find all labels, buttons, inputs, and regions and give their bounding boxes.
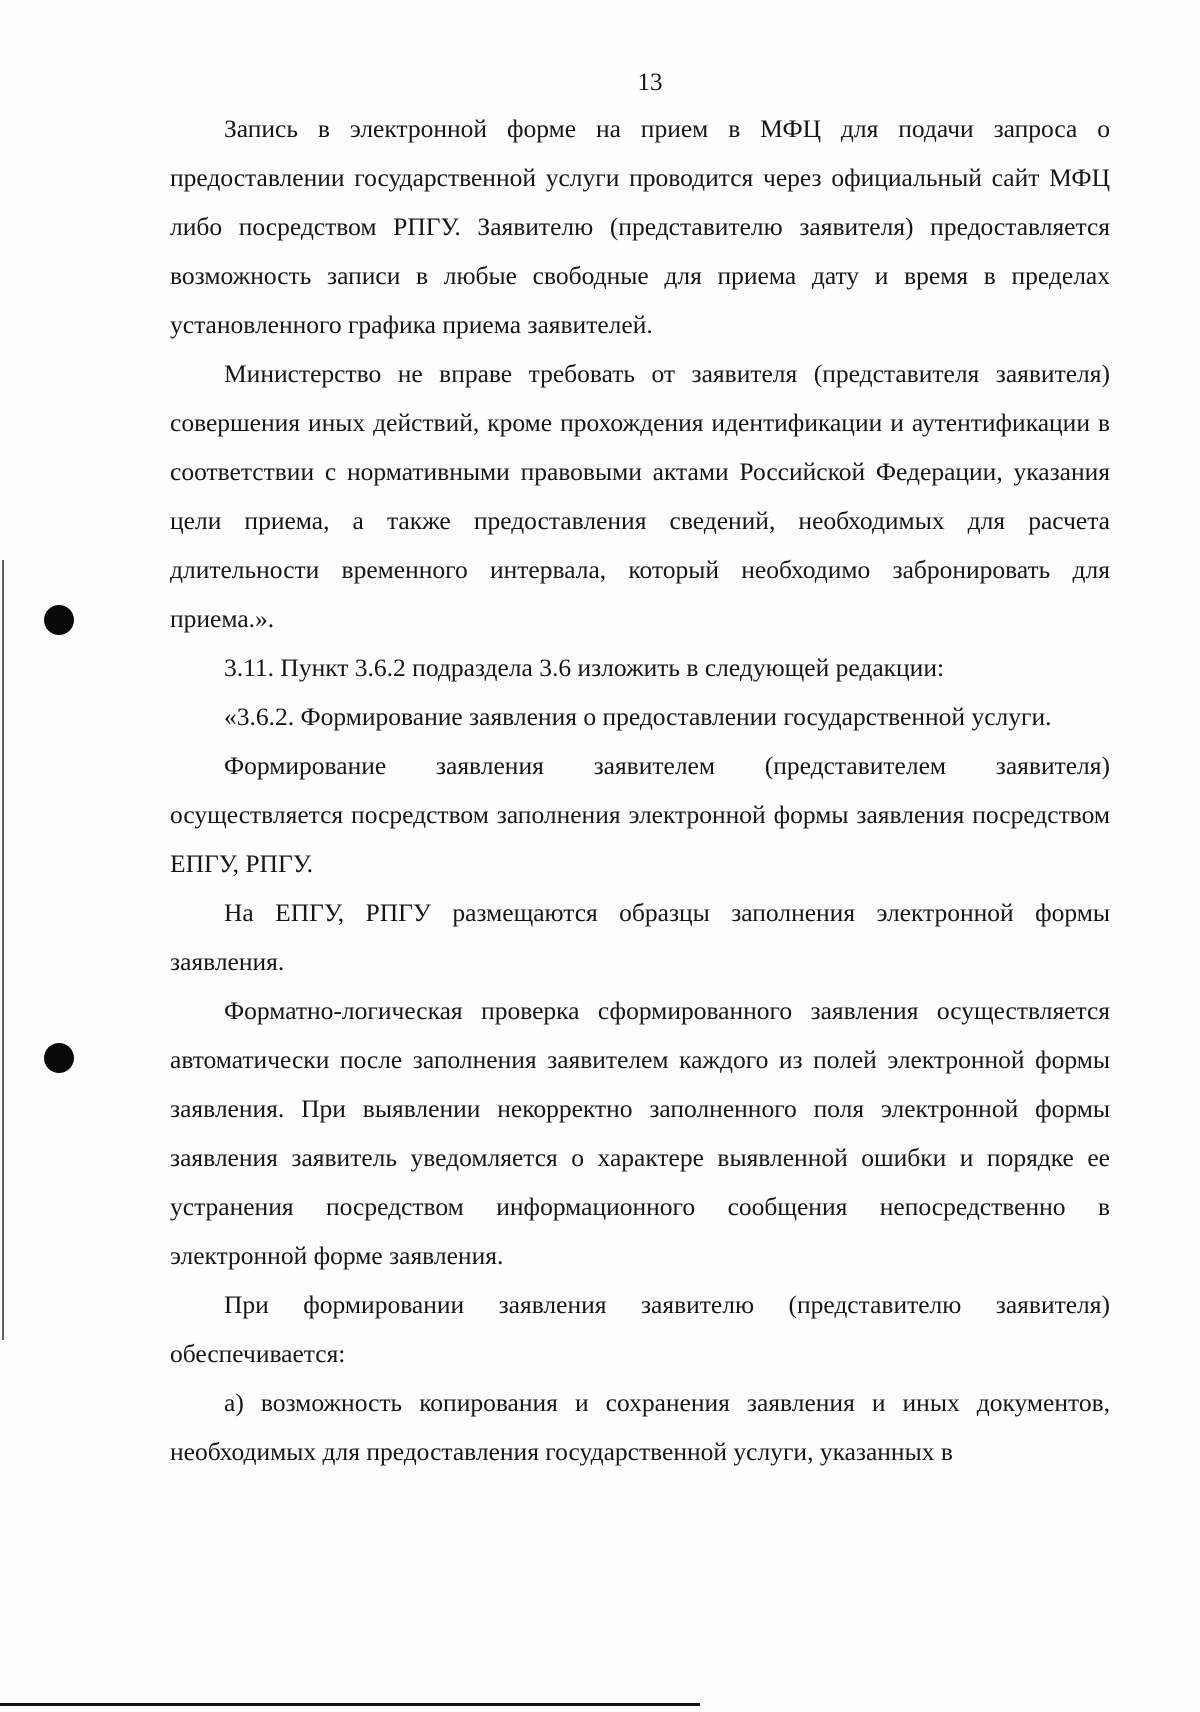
paragraph-ministry-requirements: Министерство не вправе требовать от заявителя (представителя заявителя) совершения иных действий, кроме прохождения идентификации и аутентификации в соответствии с нормативными правовыми актами Российской Федерации, указания цели приема, а также предоставления сведений, необходимых для расчета длительности временного интервала, который необходимо забронировать для приема.». xyxy=(170,359,1110,633)
paragraph-form-samples: На ЕПГУ, РПГУ размещаются образцы заполнения электронной формы заявления. xyxy=(170,898,1110,976)
paragraph-item-a: а) возможность копирования и сохранения заявления и иных документов, необходимых для предоставления государственной услуги, указанных в xyxy=(170,1388,1110,1466)
scan-edge-line xyxy=(2,560,4,1340)
paragraph-section-3-6-2-heading: «3.6.2. Формирование заявления о предоставлении государственной услуги. xyxy=(224,702,1052,731)
paragraph-format-logic-check: Форматно-логическая проверка сформированного заявления осуществляется автоматически после заполнения заявителем каждого из полей электронной формы заявления. При выявлении некорректно заполненного поля электронной формы заявления заявитель уведомляется о характере выявленной ошибки и порядке ее устранения посредством информационного сообщения непосредственно в электронной форме заявления. xyxy=(170,996,1110,1270)
scan-bottom-edge-line xyxy=(0,1703,700,1706)
punch-hole-mark xyxy=(44,605,74,635)
paragraph-amendment-3-11: 3.11. Пункт 3.6.2 подраздела 3.6 изложить в следующей редакции: xyxy=(224,653,945,682)
paragraph-electronic-appointment: Запись в электронной форме на прием в МФЦ для подачи запроса о предоставлении государственной услуги проводится через официальный сайт МФЦ либо посредством РПГУ. Заявителю (представителю заявителя) предоставляется возможность записи в любые свободные для приема дату и время в пределах установленного графика приема заявителей. xyxy=(170,114,1110,339)
paragraph-applicant-provided: При формировании заявления заявителю (представителю заявителя) обеспечивается: xyxy=(170,1290,1110,1368)
paragraph-application-forming: Формирование заявления заявителем (представителем заявителя) осуществляется посредством заполнения электронной формы заявления посредством ЕПГУ, РПГУ. xyxy=(170,751,1110,878)
document-body xyxy=(170,104,1110,1476)
page-number: 13 xyxy=(637,69,663,96)
punch-hole-mark xyxy=(44,1043,74,1073)
